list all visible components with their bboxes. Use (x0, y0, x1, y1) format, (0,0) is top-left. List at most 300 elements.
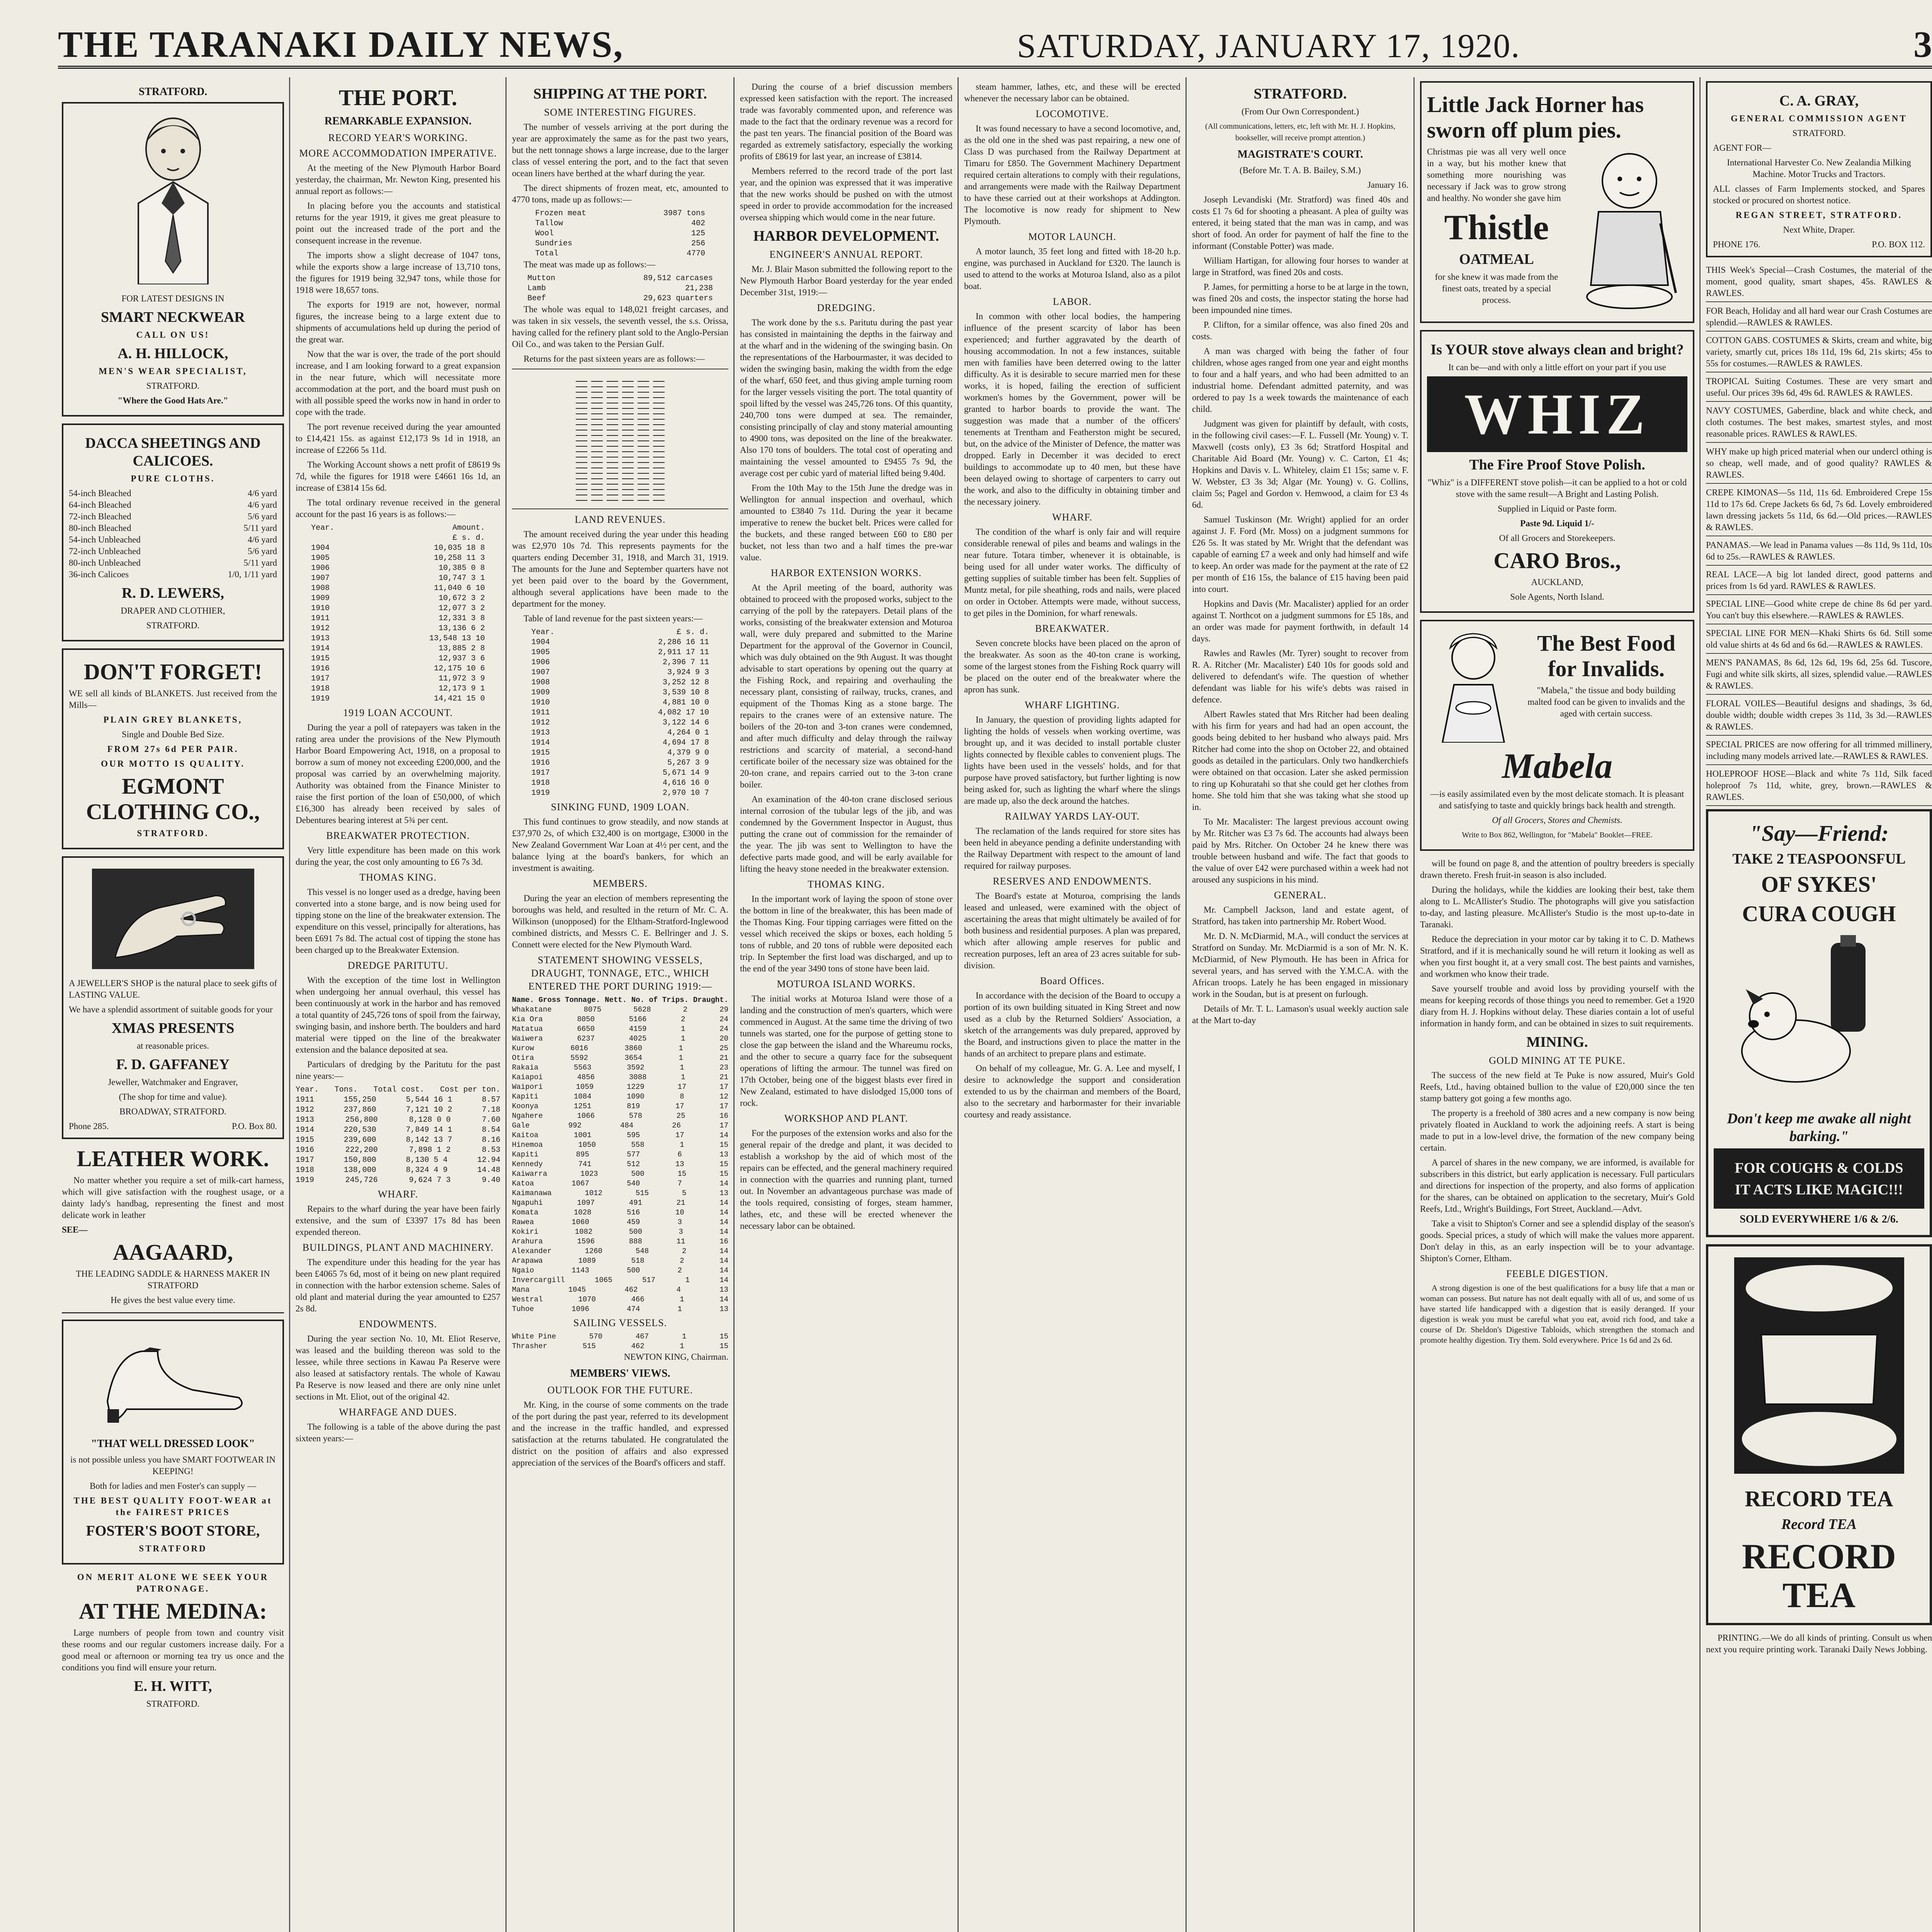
tea-packet-illustration (1726, 1257, 1912, 1474)
table-row: Waipori 1059 1229 17 17 (512, 1083, 728, 1091)
whiz-supply: Supplied in Liquid or Paste form. (1498, 504, 1617, 514)
ships-table (512, 995, 728, 1314)
classified-item: COTTON GABS. COSTUMES & Skirts, cream and white, big variety, smartly cut, prices 18s 11d, 19s 6d, 21s skirts; 45s to 55s for costumes.—RAWLES & RAWLES. (1706, 335, 1932, 372)
printing-notice: PRINTING.—We do all kinds of printing. Consult us when next you require printing work. Taranaki Daily News Jobbing. (1706, 1633, 1932, 1654)
table-row: 1916 222,200 7,898 1 2 8.53 (296, 1146, 500, 1155)
article-paragraph: The expenditure under this heading for the year has been £4065 7s 6d, most of it being on new plant required in connection with the harbor extension scheme. Sales of old plant and material during the year amounted to £257 2s 8d. (296, 1257, 500, 1313)
article-paragraph: The success of the new field at Te Puke is now assured, Muir's Gold Reefs, Ltd., having obtained bullion to the value of £20,000 since the ten stamp battery got going a few months ago. (1420, 1070, 1694, 1103)
endowments-heading: ENDOWMENTS. (359, 1318, 437, 1330)
forget-item: PLAIN GREY BLANKETS, (103, 715, 243, 724)
article-paragraph: In common with other local bodies, the hampering influence of the present scarcity of labor has been experienced; and further aggravated by the dearth of housing accommodation. In not a few instances, suitable men with families have been deterred owing to the latter difficulty. As it is desirable to secure married men for these works, it is hoped, failing the erection of sufficient workmen's homes by the Government, power will be granted to harbor boards to provide the want. The suggestion was made that a number of the officers' tenements at Trentham and Featherston might be secured, but, on the advice of the Minister of Defence, the matter was dropped. Early in December it was decided to erect buildings to accommodate up to 40 men, but these have been delayed owing to shortage of carpenters to carry out the work, and also to the difficulty in obtaining timber and the necessary joinery. (964, 311, 1180, 507)
sykes-advert (1706, 809, 1932, 1237)
table-row: 1917 150,800 8,130 5 4 12.94 (296, 1156, 500, 1165)
price-list (69, 488, 277, 580)
whiz-question: Is YOUR stove always clean and bright? (1430, 342, 1684, 358)
hillock-advert (62, 102, 284, 417)
thomas-king-heading: THOMAS KING. (359, 872, 437, 883)
port-subhead-1: RECORD YEAR'S WORKING. (328, 132, 468, 143)
article-paragraph: P. James, for permitting a horse to be at large in the town, was fined 20s and costs, the inspector stating the horse had been impounded nine times. (1192, 282, 1408, 315)
table-row: Tuhoe 1096 474 1 13 (512, 1305, 728, 1313)
classified-item: REAL LACE—A big lot landed direct, good patterns and prices from 1s 6d yard. RAWLES & RAWLES. (1706, 569, 1932, 595)
table-row: 1910 4,881 10 0 (531, 698, 709, 707)
article-paragraph: Reduce the depreciation in your motor car by taking it to C. D. Mathews Stratford, and if it is mechanically sound he will return it looking as well as when you first bought it, at a very small cost. The best paints and varnishes, and workmen who know their trade. (1420, 934, 1694, 979)
leather-body: No matter whether you require a set of milk-cart harness, which will give satisfaction with the roughest usage, or a dainty lady's handbag, representing the finest and most delicate work in leather (62, 1175, 284, 1220)
article-paragraph: This fund continues to grow steadily, and now stands at £37,970 2s, of which £32,400 is on mortgage, £3000 in the New Zealand Government War Loan at 4½ per cent, and the balance lying at the board's bankers, for which an investment is awaiting. (512, 817, 728, 873)
classified-item: TROPICAL Suiting Costumes. These are very smart and useful. Our prices 39s 6d, 49s 6d. RAWLES & RAWLES. (1706, 376, 1932, 402)
wharf-lighting-heading: WHARF LIGHTING. (1024, 699, 1120, 711)
egmont-advert (62, 648, 284, 849)
sykes-cura: CURA COUGH (1742, 901, 1896, 926)
table-row: Koonya 1251 819 17 17 (512, 1102, 728, 1111)
table-row: Kaimanawa 1012 515 5 13 (512, 1189, 728, 1197)
whiz-brand: WHIZ (1464, 382, 1650, 446)
article-paragraph: The total ordinary revenue received in the general account for the past 16 years is as follows:— (296, 498, 500, 519)
table-row: 1916 12,175 10 6 (311, 664, 485, 673)
table-row: Sundries 256 (535, 239, 705, 248)
table-row: 1913 4,264 0 1 (531, 728, 709, 737)
foster-town: STRATFORD (139, 1544, 207, 1553)
article-paragraph: The amount received during the year under this heading was £2,970 10s 7d. This represents payments for the quarters ending December 31, 1918, and March 31, 1919. The amounts for the June and September quarters have not yet been paid over to the board by the Government, although several applications have been made to the department for the money. (512, 529, 728, 609)
sykes-sold: SOLD EVERYWHERE 1/6 & 2/6. (1740, 1213, 1898, 1225)
medina-body: Large numbers of people from town and country visit these rooms and our regular customers increase daily. For a good meal or afternoon or morning tea try us once and the conditions you find will ensure your return. (62, 1628, 284, 1672)
article-paragraph: The condition of the wharf is only fair and will require considerable renewal of piles and beams and walings in the near future. Totara timber, whenever it is obtainable, is being used for all under water works. The difficulty of getting supplies of suitable timber has been felt. Supplies of Muntz metal, for pile sheathing, rods and nails, were placed on order in October. Attempts were made, without success, to get piles in the Dominion, for wharf renewals. (964, 527, 1180, 618)
table-row: 1911 4,082 17 10 (531, 708, 709, 717)
table-row: Arapawa 1089 518 2 14 (512, 1257, 728, 1265)
egmont-town: STRATFORD. (137, 828, 209, 838)
views-sub: OUTLOOK FOR THE FUTURE. (547, 1384, 693, 1396)
forget-price: FROM 27s 6d PER PAIR. (107, 744, 239, 754)
gray-trade: GENERAL COMMISSION AGENT (1731, 114, 1907, 123)
record-tea-3: RECORD TEA (1742, 1537, 1896, 1615)
table-row: 1914 220,530 7,849 14 1 8.54 (296, 1126, 500, 1134)
motto: OUR MOTTO IS QUALITY. (101, 759, 245, 769)
forget-body: WE sell all kinds of BLANKETS. Just received from the Mills— (69, 689, 277, 710)
leather-see: SEE— (62, 1225, 88, 1235)
mabela-brand: Mabela (1502, 746, 1613, 786)
article-paragraph: Mr. J. Blair Mason submitted the following report to the New Plymouth Harbor Board yesterday for the year ended December 31st, 1919:— (740, 264, 952, 297)
table-row: 1915 4,379 9 0 (531, 748, 709, 757)
court-heading: MAGISTRATE'S COURT. (1237, 148, 1363, 160)
hillock-trade: MEN'S WEAR SPECIALIST, (99, 366, 247, 376)
port-subhead-2: MORE ACCOMMODATION IMPERATIVE. (299, 148, 497, 159)
shipping-sub: SOME INTERESTING FIGURES. (544, 107, 697, 118)
table-row: Frozen meat 3987 tons (535, 209, 705, 218)
article-paragraph: At the meeting of the New Plymouth Harbor Board yesterday, the chairman, Mr. Newton King, presented his annual report as follows:— (296, 163, 500, 196)
table-row: 1916 5,267 3 9 (531, 759, 709, 767)
whiz-logo (1427, 376, 1687, 452)
land-revenues-heading: LAND REVENUES. (575, 514, 666, 525)
members-heading: MEMBERS. (593, 878, 648, 889)
article-paragraph: For the purposes of the extension works and also for the general repair of the dredge and plant, it was decided to establish a workshop by the aid of which most of the repairs can be effected, and the general machinery required in connection with the quarries and running plant, turned out. In November an advantageous purchase was made of the tools required, consisting of forges, steam hammer, lathes, etc, and these will be erected whenever the necessary labor can be obtained. (740, 1128, 952, 1231)
column-rule (733, 77, 735, 1932)
article-paragraph: P. Clifton, for a similar offence, was also fined 20s and costs. (1192, 320, 1408, 341)
classified-item: PANAMAS.—We lead in Panama values —8s 11d, 9s 11d, 10s 6d to 25s.—RAWLES & RAWLES. (1706, 539, 1932, 566)
gray-name: C. A. GRAY, (1779, 93, 1859, 109)
table-row: 1918 138,000 8,324 4 9 14.48 (296, 1166, 500, 1175)
table-row: Alexander 1260 548 2 14 (512, 1247, 728, 1255)
article-paragraph: The initial works at Moturoa Island were those of a landing and the construction of men's quarters, which were commenced in August. At the same time the driving of two tunnels was started, one for the purpose of getting stone to close the gap between the island and the Whareumu rocks, and the other to secure a quarry face for the subsequent operations of lifting the armour. The tunnel was fired on 17th October, being one of the biggest blasts ever fired in New Zealand, estimated to have dislodged 15,000 tons of rock. (740, 994, 952, 1108)
article-paragraph: At the April meeting of the board, authority was obtained to proceed with the proposed works, subject to the carrying of the poll by the ratepayers. Detail plans of the works, consisting of the breakwater extension and Moturoa wall, were duly prepared and submitted to the Marine Department for the approval of the Governor in Council, which was duly obtained on the 9th August. It was thought advisable to start operations by opening out the quarry at the Fishing Rock, and repairing and overhauling the necessary plant, consisting of railway, trucks, cranes, and equipment of the Thomas King as a stone barge. The repairs to the cranes were of an extensive nature. The boilers of the 20-ton and 3-ton cranes were condemned, and after much difficulty and delay through the railway restrictions and scarcity of material, a second-hand certificate boiler of the necessary size was obtained for the 20-ton crane, and repairs carried out to the 3-ton crane boiler. (740, 583, 952, 789)
article-paragraph: Returns for the past sixteen years are as follows:— (524, 354, 705, 364)
wharfage-heading: WHARFAGE AND DUES. (339, 1406, 457, 1418)
caro-town: AUCKLAND, (1531, 577, 1583, 587)
table-row: 1913 13,548 13 10 (311, 634, 485, 643)
rotated-returns-table (512, 369, 728, 509)
table-row: 1917 5,671 14 9 (531, 769, 709, 777)
table-row: Kaiapoi 4856 3088 1 21 (512, 1073, 728, 1082)
wharf-heading: WHARF. (1052, 512, 1093, 523)
gaffaney-trade: Jeweller, Watchmaker and Engraver, (108, 1077, 238, 1087)
article-paragraph: In placing before you the accounts and statistical returns for the year 1919, it gives me great pleasure to point out the increased trade of the port and the consequent increase in the revenue. (296, 201, 500, 245)
forget-heading: DON'T FORGET! (83, 659, 262, 684)
aagaard-trade: THE LEADING SADDLE & HARNESS MAKER IN STRATFORD (76, 1269, 270, 1290)
mabela-body-2: —is easily assimilated even by the most delicate stomach. It is pleasant and satisfying to taste and quickly brings back health and strength. (1430, 789, 1684, 810)
egmont-name: EGMONT CLOTHING CO., (86, 774, 260, 824)
article-paragraph: In January, the question of providing lights adapted for lighting the holds of vessels when working overtime, was brought up, and it was decided to install portable cluster lights connected by flexible cables to convenient plugs. The lights have been used in the vessels' holds, and for that purpose have proved satisfactory, but further lighting is now being asked for, such as lighting the wharf where the slings are made up, also the deck around the hatches. (964, 715, 1180, 806)
feeble-digestion-heading: FEEBLE DIGESTION. (1506, 1268, 1608, 1279)
gray-body: ALL classes of Farm Implements stocked, and Spares stocked or procured on shortest notice. (1713, 184, 1925, 205)
table-row: Kennedy 741 512 13 15 (512, 1160, 728, 1168)
column-shipping (512, 81, 728, 1932)
jack-horner-title: Little Jack Horner has sworn off plum pies. (1427, 92, 1644, 143)
table-row: Ngaio 1143 500 2 14 (512, 1266, 728, 1275)
table-row: 1919 2,970 10 7 (531, 789, 709, 798)
table-row: Whakatane 8075 5628 2 29 (512, 1005, 728, 1014)
harbor-title: HARBOR DEVELOPMENT. (753, 228, 939, 244)
table-row: Hinemoa 1050 558 1 15 (512, 1141, 728, 1149)
classified-item: CREPE KIMONAS—5s 11d, 11s 6d. Embroidered Crepe 15s 11d to 17s 6d. Crepe Jackets 6s 6d, 7s 6d. Lovely embroidered lawn dressing jackets 5s 11d, 6s 6d.—Old prices.—RAWLES & RAWLES. (1706, 487, 1932, 536)
table-row: Ngapuhi 1097 491 21 14 (512, 1199, 728, 1207)
gray-agent: AGENT FOR— (1713, 143, 1772, 153)
meat-table (512, 274, 728, 304)
column-classifieds (1706, 81, 1932, 1932)
table-row: Beef 29,623 quarters (527, 294, 713, 303)
table-row: 1905 10,258 11 3 (311, 554, 485, 563)
article-paragraph: Repairs to the wharf during the year have been fairly extensive, and the sum of £3397 17s 8d has been expended thereon. (296, 1204, 500, 1237)
table-row: 1914 13,885 2 8 (311, 644, 485, 653)
column-stratford-news (1192, 81, 1408, 1932)
table-row: 1911 12,331 3 8 (311, 614, 485, 623)
gray-town: STRATFORD. (1792, 128, 1846, 138)
table-row: 1917 11,972 3 9 (311, 674, 485, 683)
table-row: £ s. d. (452, 534, 485, 543)
classified-item: WHY make up high priced material when our undercl othing is so cheap, well made, and of good quality? RAWLES & RAWLES. (1706, 446, 1932, 484)
oatmeal-label: OATMEAL (1459, 251, 1534, 267)
communications-note: (All communications, letters, etc, left with Mr. H. J. Hopkins, bookseller, will receive prompt attention.) (1205, 122, 1396, 142)
article-paragraph: It was found necessary to have a second locomotive, and, as the old one in the shed was past repairing, a new one of Class D was purchased from the Railway Department at Timaru for £850. The Government Machinery Department required certain alterations to comply with their regulations, and arrangements were made with the Railway Department to have these carried out at their workshops at Addington. The locomotive is now ready for shipment to New Plymouth. (964, 124, 1180, 226)
table-row: Matatua 6650 4159 1 24 (512, 1025, 728, 1033)
foster-name: FOSTER'S BOOT STORE, (86, 1523, 260, 1539)
dog-with-bottle-illustration (1730, 935, 1908, 1097)
man-with-necktie-illustration (115, 114, 231, 284)
ladies-shoe-illustration (92, 1332, 254, 1425)
table-row: Kapiti 1084 1090 8 12 (512, 1092, 728, 1101)
breakwater-heading: BREAKWATER PROTECTION. (326, 830, 470, 841)
caro-name: CARO Bros., (1493, 548, 1621, 573)
article-paragraph: To Mr. Macalister: The largest previous account owing by Mr. Ritcher was £3 7s 6d. The accounts had always been paid by Mrs. Ritcher. On October 24 he knew there was trouble between husband and wife. The fact that goods to the value of over £42 were purchased within a week had not aroused any suspicions in his mind. (1192, 817, 1408, 884)
article-paragraph: Rawles and Rawles (Mr. Tyrer) sought to recover from R. A. Ritcher (Mr. Macalister) £40 10s for goods sold and delivered to defendant's wife. The question of whether defendant was liable for his wife's debts was raised in defence. (1192, 648, 1408, 704)
general-heading: GENERAL. (1274, 889, 1327, 901)
article-paragraph: Hopkins and Davis (Mr. Macalister) applied for an order against T. Northcot on a judgment summons for £5 18s, and an order was made for payment forthwith, in default 14 days. (1192, 599, 1408, 643)
locomotive-heading: LOCOMOTIVE. (1036, 108, 1109, 119)
gaffaney-sign: (The shop for time and value). (119, 1092, 227, 1102)
table-row: Wool 125 (535, 229, 705, 238)
labor-heading: LABOR. (1053, 296, 1092, 307)
pure-cloths: PURE CLOTHS. (131, 474, 215, 483)
article-paragraph: Members referred to the record trade of the port last year, and the opinion was expressed that it was imperative that the new works should be pushed on with the utmost speed in order to provide accommodation for the increased oversea shipping which would come in the near future. (740, 166, 952, 222)
price-row: 72-inch Bleached 5/6 yard (69, 512, 277, 521)
article-paragraph: On behalf of my colleague, Mr. G. A. Lee and myself, I desire to acknowledge the support and consideration extended to us by the chairman and members of the Board, also to the secretary and harbormaster for their invariable courtesy and ready assistance. (964, 1063, 1180, 1119)
classified-item: HOLEPROOF HOSE—Black and white 7s 11d, Silk faced holeproof 7s 11d, white, grey, brown.—RAWLES & RAWLES. (1706, 768, 1932, 806)
mining-heading: MINING. (1526, 1034, 1588, 1050)
article-paragraph: The work done by the s.s. Paritutu during the past year has consisted in maintaining the depths in the fairway and at the wharf and in the widening of the swinging basin. On the representations of the Harbourmaster, it was decided to widen the swinging basin, making the width from the edge of the wharf, 650 feet, and thus giving ample turning room for the larger vessels visiting the port. The total quantity of spoil lifted by the vessel was 245,726 tons. Of this quantity, 240,700 tons were dumped at sea. The remainder, consisting principally of clay and stony material amounting to 4900 tons, was deposited on the line of the breakwater. Also 170 tons of boulders. The total cost of operating and maintaining the vessel amounted to £9455 7s 9d, the average cost per cubic yard of material lifted being 9.40d. (740, 318, 952, 478)
article-paragraph: Mr. Campbell Jackson, land and estate agent, of Stratford, has taken into partnership Mr. Robert Wood. (1192, 905, 1408, 926)
reserves-heading: RESERVES AND ENDOWMENTS. (993, 876, 1152, 887)
port-headline: REMARKABLE EXPANSION. (324, 115, 472, 127)
table-row: 1914 4,694 17 8 (531, 738, 709, 747)
whiz-dealers: Of all Grocers and Storekeepers. (1499, 533, 1616, 543)
gaffaney-name: F. D. GAFFANEY (116, 1056, 230, 1073)
table-row: 1905 2,911 17 11 (531, 648, 709, 657)
sykes-of: OF SYKES' (1761, 872, 1877, 897)
article-paragraph: During the year section No. 10, Mt. Eliot Reserve, was leased and the building thereon was sold to the lessee, while three sections in Kawau Pa Reserve were also leased at satisfactory rentals. The whole of Kawau Pa Reserve is now leased and there are only nine unlet sections in Mt. Eliot, out of the original 42. (296, 1334, 500, 1401)
land-table (512, 628, 728, 798)
loan-heading: 1919 LOAN ACCOUNT. (343, 707, 453, 718)
table-row: Komata 1028 516 10 14 (512, 1208, 728, 1217)
article-paragraph: During the year an election of members representing the boroughs was held, and resulted in the return of Mr. C. A. Wilkinson (unopposed) for the Eltham-Stratford-Inglewood combined districts, and Messrs C. E. Bellringer and J. S. Connett were elected for the New Plymouth Ward. (512, 893, 728, 949)
table-row: 1912 13,136 6 2 (311, 624, 485, 633)
article-paragraph: Particulars of dredging by the Paritutu for the past nine years:— (296, 1060, 500, 1081)
article-paragraph: During the holidays, while the kiddies are looking their best, take them along to L. McAllister's Studio. The photographs will give you satisfaction to-day, and lasting pleasure. McAllister's Studio is the most up-to-date in Taranaki. (1420, 885, 1694, 929)
record-tea-advert (1706, 1244, 1932, 1625)
table-row: Mana 1045 462 4 13 (512, 1286, 728, 1294)
article-paragraph: During the course of a brief discussion members expressed keen satisfaction with the report. The increased trade was favorably commented upon, and reference was made to the fact that the ordinary revenue was a record for the past ten years. The financial position of the Board was regarded as extremely satisfactory, especially the working profits of £8619 for last year, an increase of £3814. (740, 82, 952, 161)
jack-horner-body: Christmas pie was all very well once in a way, but his mother knew that something more nourishing was necessary if Jack was to grow strong and healthy. No wonder she gave him (1427, 147, 1566, 203)
table-row: 1913 256,800 8,128 0 0 7.60 (296, 1116, 500, 1124)
column-rule (1413, 77, 1415, 1932)
thomas-king-heading: THOMAS KING. (808, 879, 885, 890)
lewers-name: R. D. LEWERS, (122, 585, 224, 601)
dacca-title: DACCA SHEETINGS AND CALICOES. (85, 435, 261, 469)
shipping-title: SHIPPING AT THE PORT. (533, 86, 707, 102)
record-tea-2: Record TEA (1781, 1516, 1857, 1532)
article-paragraph: In accordance with the decision of the Board to occupy a portion of its own building situated in King Street and now used as a club by the Returned Soldiers' Association, a sketch of the arrangements was duly prepared, approved by the Board, and instructions given to place the matter in the hands of an architect to prepare plans and estimate. (964, 991, 1180, 1058)
article-paragraph: Albert Rawles stated that Mrs Ritcher had been dealing with his firm for years and had had an open account, the goods being debited to her husband who always paid. Mrs Ritcher had come into the shop on October 22, and obtained goods as detailed in the particulars. Only two handkerchiefs were obtained on that occasion. Later she asked permission to ring up Kohuratahi so that she could get her clothes from home. She told him that she was taking what she stood up in. (1192, 709, 1408, 812)
gaffaney-contact: Phone 285. P.O. Box 80. (69, 1121, 277, 1131)
dressed-heading: "THAT WELL DRESSED LOOK" (91, 1438, 255, 1450)
frozen-table (512, 209, 728, 259)
motor-launch-heading: MOTOR LAUNCH. (1028, 231, 1116, 242)
port-title: THE PORT. (338, 85, 457, 110)
article-paragraph: The direct shipments of frozen meat, etc, amounted to 4770 tons, made up as follows:— (512, 183, 728, 204)
caro-agents: Sole Agents, North Island. (1510, 592, 1604, 602)
masthead (58, 23, 1932, 69)
jeweller-body: We have a splendid assortment of suitable goods for your (69, 1005, 273, 1014)
classified-item: NAVY COSTUMES, Gaberdine, black and white check, and cloth costumes. The best makes, smartest styles, and most reasonable prices. RAWLES & RAWLES. (1706, 405, 1932, 443)
classified-item: FLORAL VOILES—Beautiful designs and shadings, 3s 6d, double width; double width crepes 3s 11d, 3s 3d.—RAWLES & RAWLES. (1706, 698, 1932, 736)
table-row: 1919 245,726 9,624 7 3 9.40 (296, 1176, 500, 1185)
article-paragraph: The Working Account shows a nett profit of £8619 9s 7d, while the figures for 1918 were £4661 16s 1d, an increase of £3814 15s 6d. (296, 460, 500, 493)
table-row: 1910 12,077 3 2 (311, 604, 485, 613)
boy-eating-illustration (1571, 146, 1687, 316)
article-paragraph: A strong digestion is one of the best qualifications for a busy life that a man or woman can possess. But nature has not dealt equally with all of us, and some of us have started life handicapped with a digestion that is easily deranged. If your digestion is weak you must be careful what you eat, avoid rich food, and take a course of Dr. Sheldon's Digestive Tabloids, which strengthen the stomach and promote healthy digestion. Try them. Sold everywhere. Price 1s 6d and 2s 6d. (1420, 1283, 1694, 1345)
article-paragraph: Judgment was given for plaintiff by default, with costs, in the following civil cases:—F. L. Fussell (Mr. Young) v. T. Maxwell (costs only), £3 3s 6d; Stratford Hospital and Charitable Aid Board (Mr. Young) v. C. Carton, £1 4s; Hopkins and Davis v. L. Whiteley, claim £1 15s; same v. F. W. Webster, £3 3s 3d; Algar (Mr. Young) v. G. Collins, claim 5s; Pagel and Gordon v. Hemwood, a claim for £3 4s 6d. (1192, 419, 1408, 510)
table-header: Year. Amount. (311, 524, 485, 532)
article-paragraph: Table of land revenue for the past sixteen years:— (524, 614, 703, 623)
gaffaney-address: BROADWAY, STRATFORD. (119, 1107, 226, 1116)
article-paragraph: The following is a table of the above during the past sixteen years:— (296, 1422, 500, 1443)
column-display-ads (1420, 81, 1694, 1932)
thistle-oatmeal-advert (1420, 81, 1694, 323)
lewers-town: STRATFORD. (146, 621, 200, 630)
revenue-table (296, 523, 500, 704)
table-row: Thrasher 515 462 1 15 (512, 1342, 728, 1350)
aagaard-tag: He gives the best value every time. (111, 1295, 235, 1305)
jeweller-line: A JEWELLER'S SHOP is the natural place to seek gifts of LASTING VALUE. (69, 978, 277, 1000)
table-row: 1918 12,173 9 1 (311, 684, 485, 693)
article-paragraph: The whole was equal to 148,021 freight carcases, and was taken in six vessels, the seventh vessel, the s.s. Orissa, having called for the refinery plant sold to the Anglo-Persian Oil Co., and was taken to the Persian Gulf. (512, 304, 728, 349)
record-tea-1: RECORD TEA (1745, 1486, 1893, 1511)
extension-heading: HARBOR EXTENSION WORKS. (770, 567, 922, 578)
aagaard-name: AAGAARD, (113, 1240, 233, 1265)
mabela-write: Write to Box 862, Wellington, for "Mabela" Booklet—FREE. (1462, 831, 1653, 839)
article-paragraph: The property is a freehold of 380 acres and a new company is now being privately floated in Auckland to work the adjoining reefs. A start is being made to put in a low-level drive, the formation of the new company being certain. (1420, 1108, 1694, 1153)
correspondent: (From Our Own Correspondent.) (1241, 107, 1359, 116)
table-row: 1907 10,747 3 1 (311, 574, 485, 583)
article-paragraph: The Board's estate at Moturoa, comprising the lands leased and unleased, were examined with the object of ascertaining the areas that might ultimately be availed of for both business and residential purposes. A plan was prepared, which after allowing ample reserves for public and recreation purposes, left an area of 23 acres suitable for sub-division. (964, 891, 1180, 970)
classified-item: MEN'S PANAMAS, 8s 6d, 12s 6d, 19s 6d, 25s 6d. Tuscore, Fugi and white silk skirts, all sizes, splendid value.—RAWLES & RAWLES. (1706, 657, 1932, 695)
hand-with-ring-illustration (92, 869, 254, 969)
table-row: Kokiri 1082 500 3 14 (512, 1228, 728, 1236)
article-paragraph: Seven concrete blocks have been placed on the apron of the breakwater. As soon as the 40-ton crane is working, some of the largest stones from the Fishing Rock quarry will be placed on the outer end of the breakwater where the apron has sunk. (964, 638, 1180, 694)
mabela-body: "Mabela," the tissue and body building malted food can be given to invalids and the aged with certain success. (1527, 685, 1685, 718)
mabela-advert (1420, 620, 1694, 851)
buildings-heading: BUILDINGS, PLANT AND MACHINERY. (302, 1242, 494, 1253)
page-number: 3 (1913, 24, 1932, 65)
table-row: 1912 3,122 14 6 (531, 718, 709, 727)
table-row: Westral 1070 466 1 14 (512, 1295, 728, 1304)
forget-sizes: Single and Double Bed Size. (121, 730, 224, 739)
whiz-body: "Whiz" is a DIFFERENT stove polish—it can be applied to a hot or cold stove with the same result—A Bright and Lasting Polish. (1427, 478, 1687, 499)
table-row: 1911 155,250 5,544 16 1 8.57 (296, 1095, 500, 1104)
harbor-sub: ENGINEER'S ANNUAL REPORT. (769, 249, 923, 260)
lewers-advert (62, 423, 284, 641)
xmas-presents: XMAS PRESENTS (111, 1020, 235, 1036)
table-row: Tallow 402 (535, 219, 705, 228)
dressed-body: is not possible unless you have SMART FOOTWEAR IN KEEPING! (70, 1455, 276, 1476)
sykes-banner (1714, 1148, 1924, 1209)
whiz-price: Paste 9d. Liquid 1/- (1520, 519, 1594, 528)
hillock-slogan: "Where the Good Hats Are." (117, 396, 228, 405)
dressed-body-2: Both for ladies and men Foster's can supply — (90, 1481, 256, 1491)
table-row: Arahura 1596 888 11 16 (512, 1237, 728, 1246)
price-row: 80-inch Unbleached 5/11 yard (69, 558, 277, 568)
court-date: January 16. (1367, 180, 1408, 190)
table-row: Rawea 1060 459 3 14 (512, 1218, 728, 1226)
article-paragraph: will be found on page 8, and the attention of poultry breeders is specially drawn thereto. Fresh fruit-in season is also included. (1420, 859, 1694, 880)
price-row: 80-inch Bleached 5/11 yard (69, 523, 277, 533)
gray-advert (1706, 81, 1932, 257)
sykes-take: TAKE 2 TEASPOONSFUL (1732, 851, 1906, 867)
table-row: 1912 237,860 7,121 10 2 7.18 (296, 1105, 500, 1114)
article-paragraph: Mr. King, in the course of some comments on the trade of the port during the past year, referred to its development and the increase in the traffic handled, and expressed satisfaction at the returns tabulated. He congratulated the district on the position of affairs and also expressed appreciation of the services of the Board's officers and staff. (512, 1400, 728, 1468)
article-paragraph: The imports show a slight decrease of 1047 tons, while the exports show a large increase of 13,710 tons, the figures for 1919 being 32,947 tons, while those for 1918 were 18,657 tons. (296, 250, 500, 295)
column-stratford-ads (62, 81, 284, 1932)
article-paragraph: The port revenue received during the year amounted to £14,421 15s. as against £12,173 9s 1d in 1918, an increase of £2266 5s 11d. (296, 422, 500, 455)
hillock-title: SMART NECKWEAR (101, 309, 245, 325)
table-row: 1908 3,252 12 8 (531, 678, 709, 687)
article-paragraph: Samuel Tuskinson (Mr. Wright) applied for an order against J. F. Ford (Mr. Moss) on a judgment summons for £26 5s. It was stated by Mr. Wright that the defendant was capable of earning £7 a week and only had himself and wife to keep. An order was made for the payment at the rate of £2 per month of £16 15s, the balance of £15 having been paid into court. (1192, 515, 1408, 594)
column-harbor-development (740, 81, 952, 1932)
hillock-town: STRATFORD. (146, 381, 200, 391)
court-bench: (Before Mr. T. A. B. Bailey, S.M.) (1240, 165, 1361, 175)
hillock-call: CALL ON US! (136, 330, 210, 340)
paritutu-heading: DREDGE PARITUTU. (347, 960, 449, 971)
breakwater-heading: BREAKWATER. (1035, 623, 1110, 634)
lewers-trade: DRAPER AND CLOTHIER, (121, 606, 225, 616)
table-header: Year. Tons. Total cost. Cost per ton. (296, 1085, 500, 1094)
gray-contact: PHONE 176. P.O. BOX 112. (1713, 240, 1925, 249)
column-rule (289, 77, 290, 1932)
gold-mining-heading: GOLD MINING AT TE PUKE. (1489, 1055, 1626, 1066)
price-row: 54-inch Bleached 4/6 yard (69, 488, 277, 498)
table-row: Kaiwarra 1023 500 15 15 (512, 1170, 728, 1178)
classified-item: THIS Week's Special—Crash Costumes, the material of the moment, good quality, smart shapes, 45s. RAWLES & RAWLES. (1706, 264, 1932, 302)
article-paragraph: With the exception of the time lost in Wellington when undergoing her annual overhaul, this vessel has been continuously at work in the harbor and has removed a total quantity of 245,726 tons of spoil from the fairway, swinging basin, and inshore berth. The boulders and hard material were tipped on the line of the breakwater extension and the balance deposited at sea. (296, 975, 500, 1054)
table-row: 1909 3,539 10 8 (531, 688, 709, 697)
price-row: 54-inch Unbleached 4/6 yard (69, 535, 277, 544)
statement-heading: STATEMENT SHOWING VESSELS, DRAUGHT, TONNAGE, ETC., WHICH ENTERED THE PORT DURING 1919:— (528, 954, 712, 992)
article-paragraph: From the 10th May to the 15th June the dredge was in Wellington for annual inspection and overhaul, which amounted to £3840 7s 11d. During the year it became imperative to renew the bucket belt. Prices were called for the buckets, and these ranged between £60 to £80 per bucket, not less than two and a half times the pre-war value. (740, 483, 952, 562)
article-paragraph: steam hammer, lathes, etc, and these will be erected whenever the necessary labor can be obtained. (964, 82, 1180, 103)
table-row: Kaitoa 1001 595 17 14 (512, 1131, 728, 1139)
moturoa-heading: MOTUROA ISLAND WORKS. (777, 978, 916, 990)
nurse-illustration (1427, 627, 1520, 743)
table-row: Otira 5592 3654 1 21 (512, 1054, 728, 1062)
article-paragraph: A parcel of shares in the new company, we are informed, is available for subscribers in this district, but early application is necessary. Full particulars and directions for inspection of the property, and also forms of application for the shares, can be obtained on application to the secretary, Muir's Gold Reefs, Ltd., Wright's Buildings, Fort Street, Auckland.—Advt. (1420, 1158, 1694, 1214)
sailing-heading: SAILING VESSELS. (573, 1317, 667, 1328)
article-paragraph: During the year a poll of ratepayers was taken in the rating area under the provisions of the New Plymouth Harbor Board Empowering Act, 1918, on a proposal to borrow a sum of money not exceeding £200,000, and the proposal was carried by an overwhelming majority. Authority was obtained from the Finance Minister to raise the first portion of the loan of £50,000, of which £16,300 has already been received by sales of Debentures bearing interest at 5¾ per cent. (296, 723, 500, 825)
signature: NEWTON KING, Chairman. (624, 1352, 728, 1362)
table-row: Lamb 21,238 (527, 284, 713, 293)
table-row: 1907 3,924 9 3 (531, 668, 709, 677)
dredging-heading: DREDGING. (817, 302, 876, 313)
whiz-advert (1420, 330, 1694, 613)
article-paragraph: In the important work of laying the spoon of stone over the bottom in line of the breakwater, this has been made of the Thomas King. Four tipping carriages were fitted on the vessel which received the skips or boxes, each holding 5 tons of rubble, and 20 tons of rubble were deposited each trip. In September the first load was discharged, and up to the end of the year 3490 tons of stone have been laid. (740, 894, 952, 973)
article-paragraph: Details of Mr. T. L. Lamason's usual weekly auction sale at the Mart to-day (1192, 1004, 1408, 1025)
table-header: Year. £ s. d. (531, 628, 709, 637)
merit-line: ON MERIT ALONE WE SEEK YOUR PATRONAGE. (77, 1572, 269, 1594)
railway-heading: RAILWAY YARDS LAY-OUT. (1005, 811, 1140, 822)
xmas-price: at reasonable prices. (136, 1041, 209, 1051)
column-harbor-continued (964, 81, 1180, 1932)
table-row: 1904 2,286 16 11 (531, 638, 709, 647)
issue-date: SATURDAY, JANUARY 17, 1920. (1017, 27, 1520, 65)
article-paragraph: The number of vessels arriving at the port during the year are approximately the same as for the past two years, but the nett tonnage shows a large increase, due to the larger class of vessel entering the port, and to the fact that seven ocean liners have berthed at the wharf during the year. (512, 122, 728, 178)
witt-town: STRATFORD. (146, 1699, 200, 1709)
gray-address: REGAN STREET, STRATFORD. (1735, 210, 1903, 220)
table-row: Kapiti 895 577 6 13 (512, 1150, 728, 1159)
table-row: Invercargill 1065 517 1 14 (512, 1276, 728, 1284)
whiz-sub: The Fire Proof Stove Polish. (1469, 457, 1645, 473)
sykes-dont: Don't keep me awake all night barking." (1727, 1111, 1911, 1145)
article-paragraph: The reclamation of the lands required for store sites has been held in abeyance pending a definite understanding with the Railway Department with respect to the amount of land required for railway purposes. (964, 826, 1180, 871)
classified-item: SPECIAL PRICES are now offering for all trimmed millinery, including many models arrived late.—RAWLES & RAWLES. (1706, 739, 1932, 765)
price-row: 64-inch Bleached 4/6 yard (69, 500, 277, 510)
medina-heading: AT THE MEDINA: (79, 1599, 267, 1624)
gray-next: Next White, Draper. (1783, 225, 1855, 235)
sinking-fund-heading: SINKING FUND, 1909 LOAN. (551, 801, 690, 813)
